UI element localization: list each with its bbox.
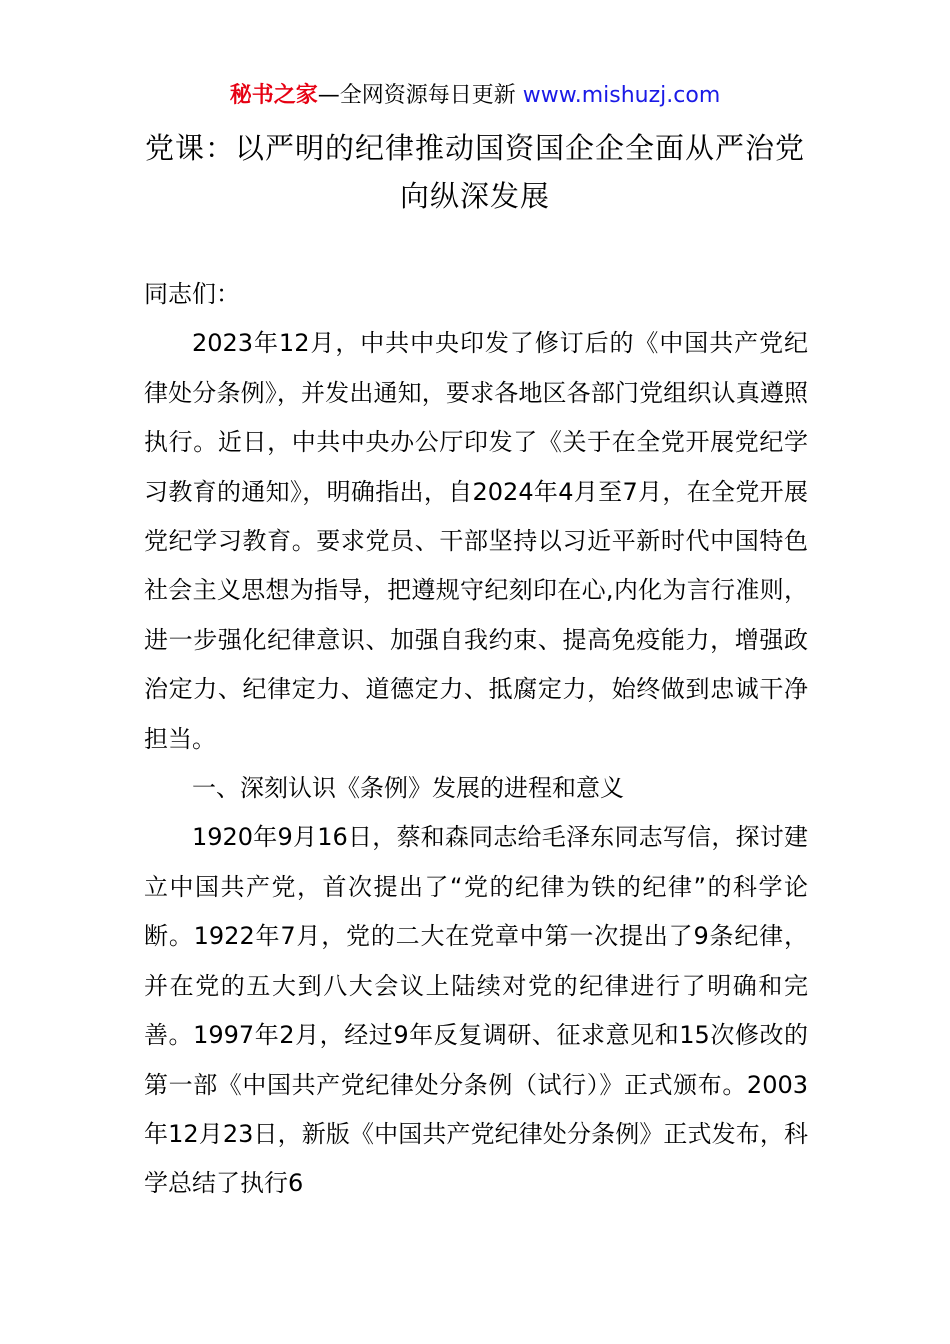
paragraph-intro: 2023年12月，中共中央印发了修订后的《中国共产党纪律处分条例》，并发出通知，要求各地区各部门党组织认真遵照执行。近日，中共中央办公厅印发了《关于在全党开展党纪学习教育的通知》，明确指出，自2024年4月至7月，在全党开展党纪学习教育。要求党员、干部坚持以习近平新时代中国特色社会主义思想为指导，把遵规守纪刻印在心,内化为言行准则，进一步强化纪律意识、加强自我约束、提高免疫能力，增强政治定力、纪律定力、道德定力、抵腐定力，始终做到忠诚干净担当。 bbox=[144, 329, 808, 753]
salutation: 同志们： bbox=[144, 280, 240, 308]
paragraph-history: 1920年9月16日，蔡和森同志给毛泽东同志写信，探讨建立中国共产党，首次提出了“党的纪律为铁的纪律”的科学论断。1922年7月，党的二大在党章中第一次提出了9条纪律，并在党的五大到八大会议上陆续对党的纪律进行了明确和完善。1997年2月，经过9年反复调研、征求意见和15次修改的第一部《中国共产党纪律处分条例（试行）》正式颁布。2003年12月23日，新版《中国共产党纪律处分条例》正式发布，科学总结了执行6 bbox=[144, 823, 808, 1198]
document-title: 党课：以严明的纪律推动国资国企企全面从严治党向纵深发展 bbox=[144, 131, 805, 213]
section-heading-1: 一、深刻认识《条例》发展的进程和意义 bbox=[192, 774, 624, 803]
site-url[interactable]: www.mishuzj.com bbox=[522, 83, 721, 108]
site-name: 秘书之家 bbox=[229, 83, 318, 108]
document-body bbox=[144, 270, 808, 1209]
site-header bbox=[0, 80, 950, 112]
site-tagline: —全网资源每日更新 bbox=[317, 83, 523, 108]
